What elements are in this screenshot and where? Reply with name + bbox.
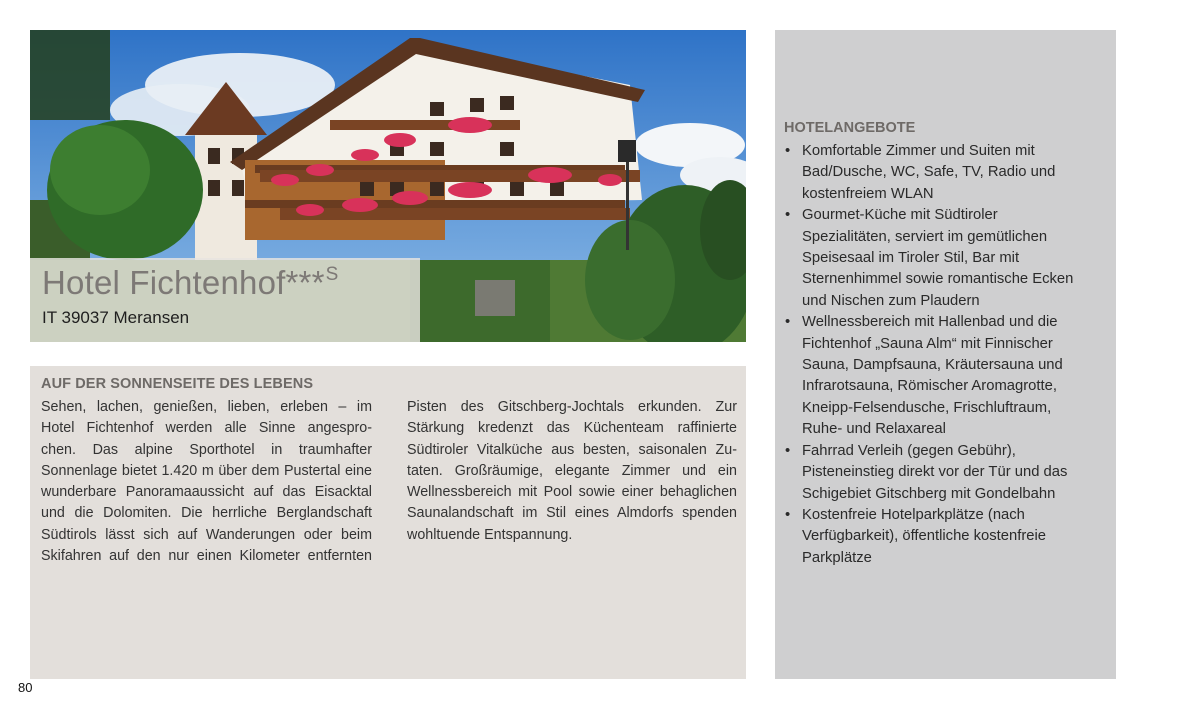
offer-line: Fichtenhof „Sauna Alm“ mit Finnischer [802, 335, 1053, 352]
hotel-photo [30, 30, 746, 342]
offer-line: Spezialitäten, serviert im gemütlichen [802, 228, 1048, 245]
offer-line: Verfügbarkeit), öffentliche kostenfreie [802, 528, 1047, 545]
offer-line: • Kostenfreie Hotelparkplätze (nach [802, 506, 1025, 523]
intro-line: Skifahren auf den nur einen Kilometer entfernten [41, 548, 372, 565]
offer-line: Parkplätze [802, 549, 872, 566]
intro-line: Pisten des Gitschberg-Jochtals erkunden. Zur [407, 399, 737, 415]
offer-line: Pisteneinstieg direkt vor der Tür und das [802, 464, 1068, 481]
hotel-name [42, 264, 339, 302]
offer-item [784, 205, 1073, 312]
offer-line: • Fahrrad Verleih (gegen Gebühr), [802, 442, 1016, 459]
offer-line: Bad/Dusche, WC, Safe, TV, Radio und [802, 164, 1056, 181]
intro-line: wunderbare Panoramaaussicht auf das Eisacktal [41, 484, 372, 501]
intro-line: Sonnenlage bietet 1.420 m über dem Pustertal eine [41, 462, 372, 479]
offer-line: Ruhe- und Relaxareal [802, 421, 946, 438]
intro-line: wohltuende Entspannung. [407, 526, 573, 543]
offer-line: Schigebiet Gitschberg mit Gondelbahn [802, 485, 1056, 502]
offers-heading: HOTELANGEBOTE [784, 120, 916, 136]
offers-list [784, 141, 1073, 569]
offer-line: Infrarotsauna, Römischer Aromagrotte, [802, 378, 1057, 395]
offer-line: Sauna, Dampfsauna, Kräutersauna und [802, 357, 1063, 374]
intro-line: Südtiroler Vitalküche aus besten, saisonalen Zu- [407, 441, 737, 458]
intro-line: Saunalandschaft im Stil eines Almdorfs spenden [407, 505, 737, 522]
offer-line: Kneipp-Felsendusche, Frischluftraum, [802, 399, 1052, 416]
intro-line: Südtirols lässt sich auf Wanderungen oder beim [41, 526, 372, 543]
intro-line: taten. Großräumige, elegante Zimmer und ein [407, 462, 737, 479]
offer-item [784, 505, 1073, 569]
intro-column-2 [407, 397, 737, 546]
hotel-stars: *** [285, 264, 325, 301]
intro-line: Hotel Fichtenhof werden alle Sinne angespro- [41, 420, 372, 437]
intro-line: chen. Das alpine Sporthotel in traumhafter [41, 441, 372, 458]
offer-line: und Nischen zum Plaudern [802, 292, 980, 309]
page-number: 80 [18, 680, 33, 695]
offer-line: kostenfreiem WLAN [802, 185, 934, 202]
offer-line: • Wellnessbereich mit Hallenbad und die [802, 314, 1058, 331]
hotel-location: IT 39037 Meransen [42, 308, 190, 327]
offer-line: • Komfortable Zimmer und Suiten mit [802, 143, 1035, 159]
hotel-title-box [30, 258, 420, 342]
intro-line: Wellnessbereich mit Pool sowie einer behaglichen [407, 484, 737, 501]
offer-line: Speisesaal im Tiroler Stil, Bar mit [802, 250, 1020, 267]
offer-line: • Gourmet-Küche mit Südtiroler [802, 207, 998, 224]
intro-panel [30, 366, 746, 679]
intro-line: Sehen, lachen, genießen, lieben, erleben – im [41, 399, 372, 415]
offers-panel [775, 30, 1116, 679]
offer-line: Sternenhimmel sowie romantische Ecken [802, 271, 1074, 288]
offer-item [784, 312, 1073, 440]
intro-line: Stärkung kredenzt das Küchenteam raffinierte [407, 420, 737, 437]
offer-item [784, 141, 1073, 205]
intro-column-1 [41, 397, 372, 567]
hotel-superior-mark: S [325, 264, 339, 285]
intro-line: und die Dolomiten. Die herrliche Berglandschaft [41, 505, 372, 522]
offer-item [784, 441, 1073, 505]
hotel-name-text: Hotel Fichtenhof [42, 264, 286, 301]
intro-heading: AUF DER SONNENSEITE DES LEBENS [41, 376, 314, 392]
